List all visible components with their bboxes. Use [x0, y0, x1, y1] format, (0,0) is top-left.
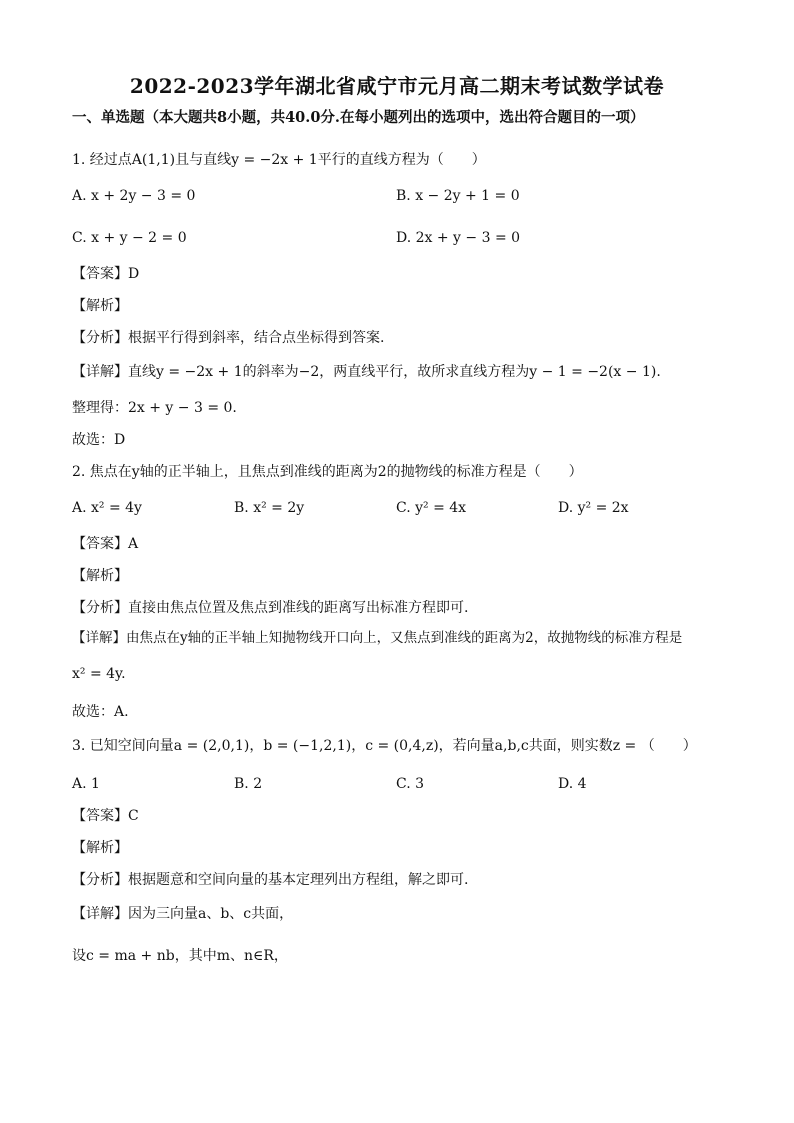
q2-option-b: B. x² = 2y: [234, 500, 305, 516]
q1-option-d: D. 2x + y − 3 = 0: [396, 230, 521, 246]
q3-option-d: D. 4: [558, 776, 587, 792]
q1-conclusion: 故选：D: [72, 432, 126, 448]
q3-option-c: C. 3: [396, 776, 425, 792]
q3-analysis: 【分析】根据题意和空间向量的基本定理列出方程组，解之即可.: [72, 872, 469, 888]
q3-analysis-label: 【解析】: [72, 840, 128, 856]
q1-analysis-label: 【解析】: [72, 298, 128, 314]
q1-option-b: B. x − 2y + 1 = 0: [396, 188, 520, 204]
q1-simplify: 整理得：2x + y − 3 = 0.: [72, 400, 237, 416]
q1-option-c: C. x + y − 2 = 0: [72, 230, 187, 246]
q2-analysis: 【分析】直接由焦点位置及焦点到准线的距离写出标准方程即可.: [72, 600, 469, 616]
question-1-stem: 1. 经过点A(1,1)且与直线y = −2x + 1平行的直线方程为（ ）: [72, 152, 486, 168]
q3-detail: 【详解】因为三向量a、b、c共面，: [72, 906, 294, 922]
question-3-stem: 3. 已知空间向量a = (2,0,1)，b = (−1,2,1)，c = (0,4,z)，若向量a,b,c共面，则实数z = （ ）: [72, 738, 697, 754]
q2-analysis-label: 【解析】: [72, 568, 128, 584]
q2-answer: 【答案】A: [72, 536, 139, 552]
page-title: 2022-2023学年湖北省咸宁市元月高二期末考试数学试卷: [129, 74, 665, 98]
section-heading: 一、单选题（本大题共8小题，共40.0分.在每小题列出的选项中，选出符合题目的一项）: [72, 109, 645, 126]
q1-option-a: A. x + 2y − 3 = 0: [72, 188, 196, 204]
q2-option-d: D. y² = 2x: [558, 500, 629, 516]
q2-option-a: A. x² = 4y: [72, 500, 142, 516]
q2-detail-equation: x² = 4y.: [72, 666, 126, 682]
q1-analysis: 【分析】根据平行得到斜率，结合点坐标得到答案.: [72, 330, 385, 346]
q3-answer: 【答案】C: [72, 808, 139, 824]
q2-option-c: C. y² = 4x: [396, 500, 467, 516]
q2-conclusion: 故选：A.: [72, 704, 129, 720]
q1-answer: 【答案】D: [72, 266, 140, 282]
q3-option-a: A. 1: [72, 776, 100, 792]
q3-option-b: B. 2: [234, 776, 263, 792]
q1-detail: 【详解】直线y = −2x + 1的斜率为−2，两直线平行，故所求直线方程为y − 1 = −2(x − 1).: [72, 364, 661, 380]
q2-detail: 【详解】由焦点在y轴的正半轴上知抛物线开口向上，又焦点到准线的距离为2，故抛物线的标准方程是: [72, 630, 683, 646]
question-2-stem: 2. 焦点在y轴的正半轴上，且焦点到准线的距离为2的抛物线的标准方程是（ ）: [72, 464, 583, 480]
q3-assumption: 设c = ma + nb，其中m、n∈R，: [72, 948, 288, 964]
